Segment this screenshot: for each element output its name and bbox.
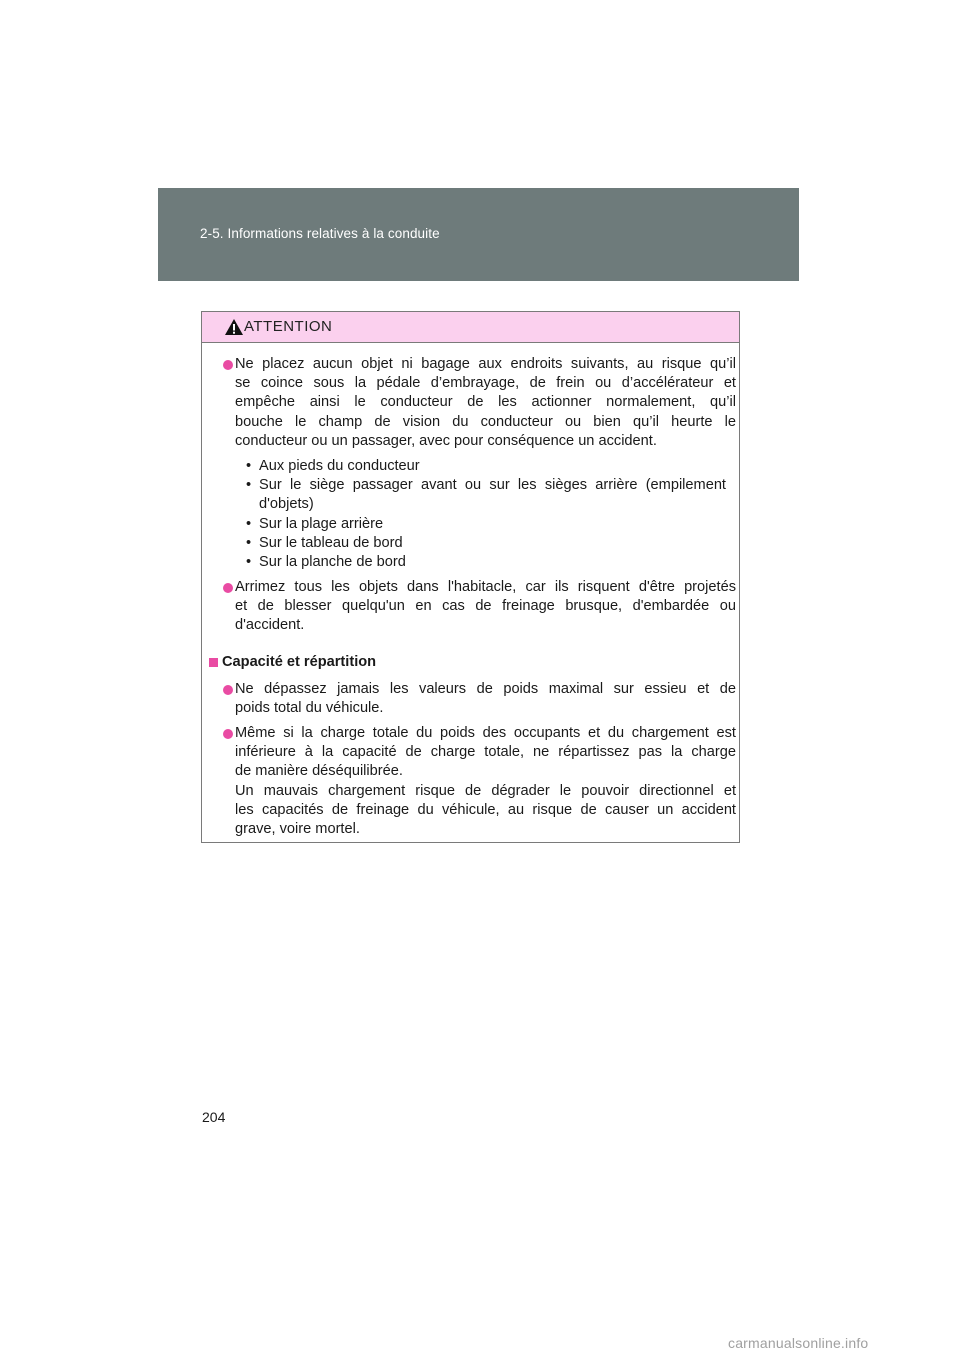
- location-list: [246, 457, 726, 572]
- warning-header: [202, 312, 739, 343]
- text-line: conducteur ou un passager, avec pour conséquence un accident.: [235, 432, 657, 449]
- section-square-bullet: [209, 658, 218, 667]
- section-header-band: [158, 188, 799, 281]
- list-item-continuation: [246, 495, 726, 514]
- paragraph-objects: [235, 355, 736, 451]
- list-item-text: Sur le tableau de bord: [259, 534, 403, 551]
- text-line: Arrimez tous les objets dans l'habitacle, car ils risquent d'être projetés: [235, 579, 736, 595]
- list-item: • Sur le tableau de bord: [246, 534, 403, 551]
- list-item-text: d'objets): [259, 496, 314, 513]
- text-line: poids total du véhicule.: [235, 700, 384, 717]
- section-title-header: 2-5. Informations relatives à la conduite: [200, 226, 440, 241]
- bullet-dot: [223, 360, 233, 370]
- list-item-text: Sur le siège passager avant ou sur les sièges arrière (empilement: [259, 477, 726, 494]
- text-line: de manière déséquilibrée.: [235, 763, 403, 780]
- text-line: empêche ainsi le conducteur de les actionner normalement, qu’il: [235, 394, 736, 411]
- bullet-dot: [223, 583, 233, 593]
- list-item: • Sur la planche de bord: [246, 553, 406, 570]
- list-item-text: Aux pieds du conducteur: [259, 458, 420, 474]
- section-heading: Capacité et répartition: [222, 654, 377, 670]
- text-line: se coince sous la pédale d’embrayage, de frein ou d’accélérateur et: [235, 375, 736, 392]
- page-number: 204: [202, 1109, 226, 1125]
- warning-triangle-icon: [224, 318, 244, 336]
- list-item: • Aux pieds du conducteur: [246, 458, 420, 474]
- warning-title: ATTENTION: [244, 318, 333, 335]
- text-line: d'accident.: [235, 617, 305, 634]
- bullet-dot: [223, 729, 233, 739]
- watermark: carmanualsonline.info: [728, 1335, 869, 1351]
- bullet-dot: [223, 685, 233, 695]
- paragraph-secure-objects: [235, 578, 736, 636]
- text-line: bouche le champ de vision du conducteur ou bien qu’il heurte le: [235, 413, 736, 430]
- warning-box: [201, 311, 740, 843]
- text-line: Un mauvais chargement risque de dégrader le pouvoir directionnel et: [235, 782, 736, 799]
- text-line: Même si la charge totale du poids des occupants et du chargement est: [235, 725, 736, 741]
- text-line: Ne dépassez jamais les valeurs de poids maximal sur essieu et de: [235, 681, 736, 697]
- paragraph-max-weight: [235, 680, 736, 718]
- text-line: grave, voire mortel.: [235, 821, 360, 838]
- paragraph-load-distribution: [235, 724, 736, 839]
- text-line: les capacités de freinage du véhicule, au risque de causer un accident: [235, 801, 736, 818]
- text-line: Ne placez aucun objet ni bagage aux endroits suivants, au risque qu’il: [235, 356, 736, 372]
- list-item-text: Sur la planche de bord: [259, 553, 406, 570]
- list-item-text: Sur la plage arrière: [259, 515, 384, 532]
- list-item: • Sur la plage arrière: [246, 515, 384, 532]
- text-line: et de blesser quelqu'un en cas de freinage brusque, d'embardée ou: [235, 598, 736, 615]
- list-item: • Sur le siège passager avant ou sur les sièges arrière (empilement: [246, 476, 726, 495]
- text-line: inférieure à la capacité de charge totale, ne répartissez pas la charge: [235, 744, 736, 761]
